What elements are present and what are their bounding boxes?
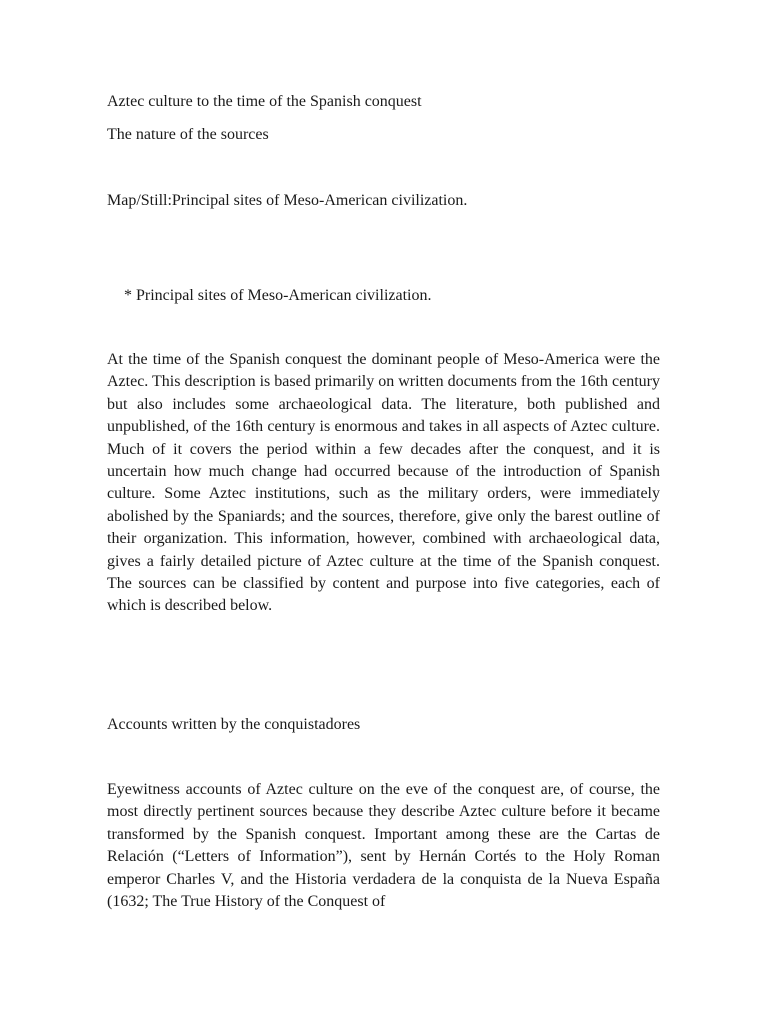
section-heading: Accounts written by the conquistadores — [107, 716, 361, 733]
document-subtitle: The nature of the sources — [107, 126, 269, 143]
body-paragraph-2: Eyewitness accounts of Aztec culture on the eve of the conquest are, of course, the most directly pertinent sources because they describe Aztec culture before it became transformed by the Spanish conquest. Important among these are the Cartas de Relación (“Letters of Information”), sent by Hernán Cortés to the Holy Roman emperor Charles V, and the Historia verdadera de la conquista de la Nueva España (1632; The True History of the Conquest of — [107, 781, 660, 911]
map-reference: Map/Still:Principal sites of Meso-American civilization. — [107, 192, 468, 209]
body-paragraph-1: At the time of the Spanish conquest the dominant people of Meso-America were the Aztec. This description is based primarily on written documents from the 16th century but also includes some archaeological data. The literature, both published and unpublished, of the 16th century is enormous and takes in all aspects of Aztec culture. Much of it covers the period within a few decades after the conquest, and it is uncertain how much change had occurred because of the introduction of Spanish culture. Some Aztec institutions, such as the military orders, were immediately abolished by the Spaniards; and the sources, therefore, give only the barest outline of their organization. This information, however, combined with archaeological data, gives a fairly detailed picture of Aztec culture at the time of the Spanish conquest. The sources can be classified by content and purpose into five categories, each of which is described below. — [107, 351, 660, 615]
map-caption: * Principal sites of Meso-American civilization. — [124, 287, 432, 304]
document-title: Aztec culture to the time of the Spanish conquest — [107, 93, 422, 110]
